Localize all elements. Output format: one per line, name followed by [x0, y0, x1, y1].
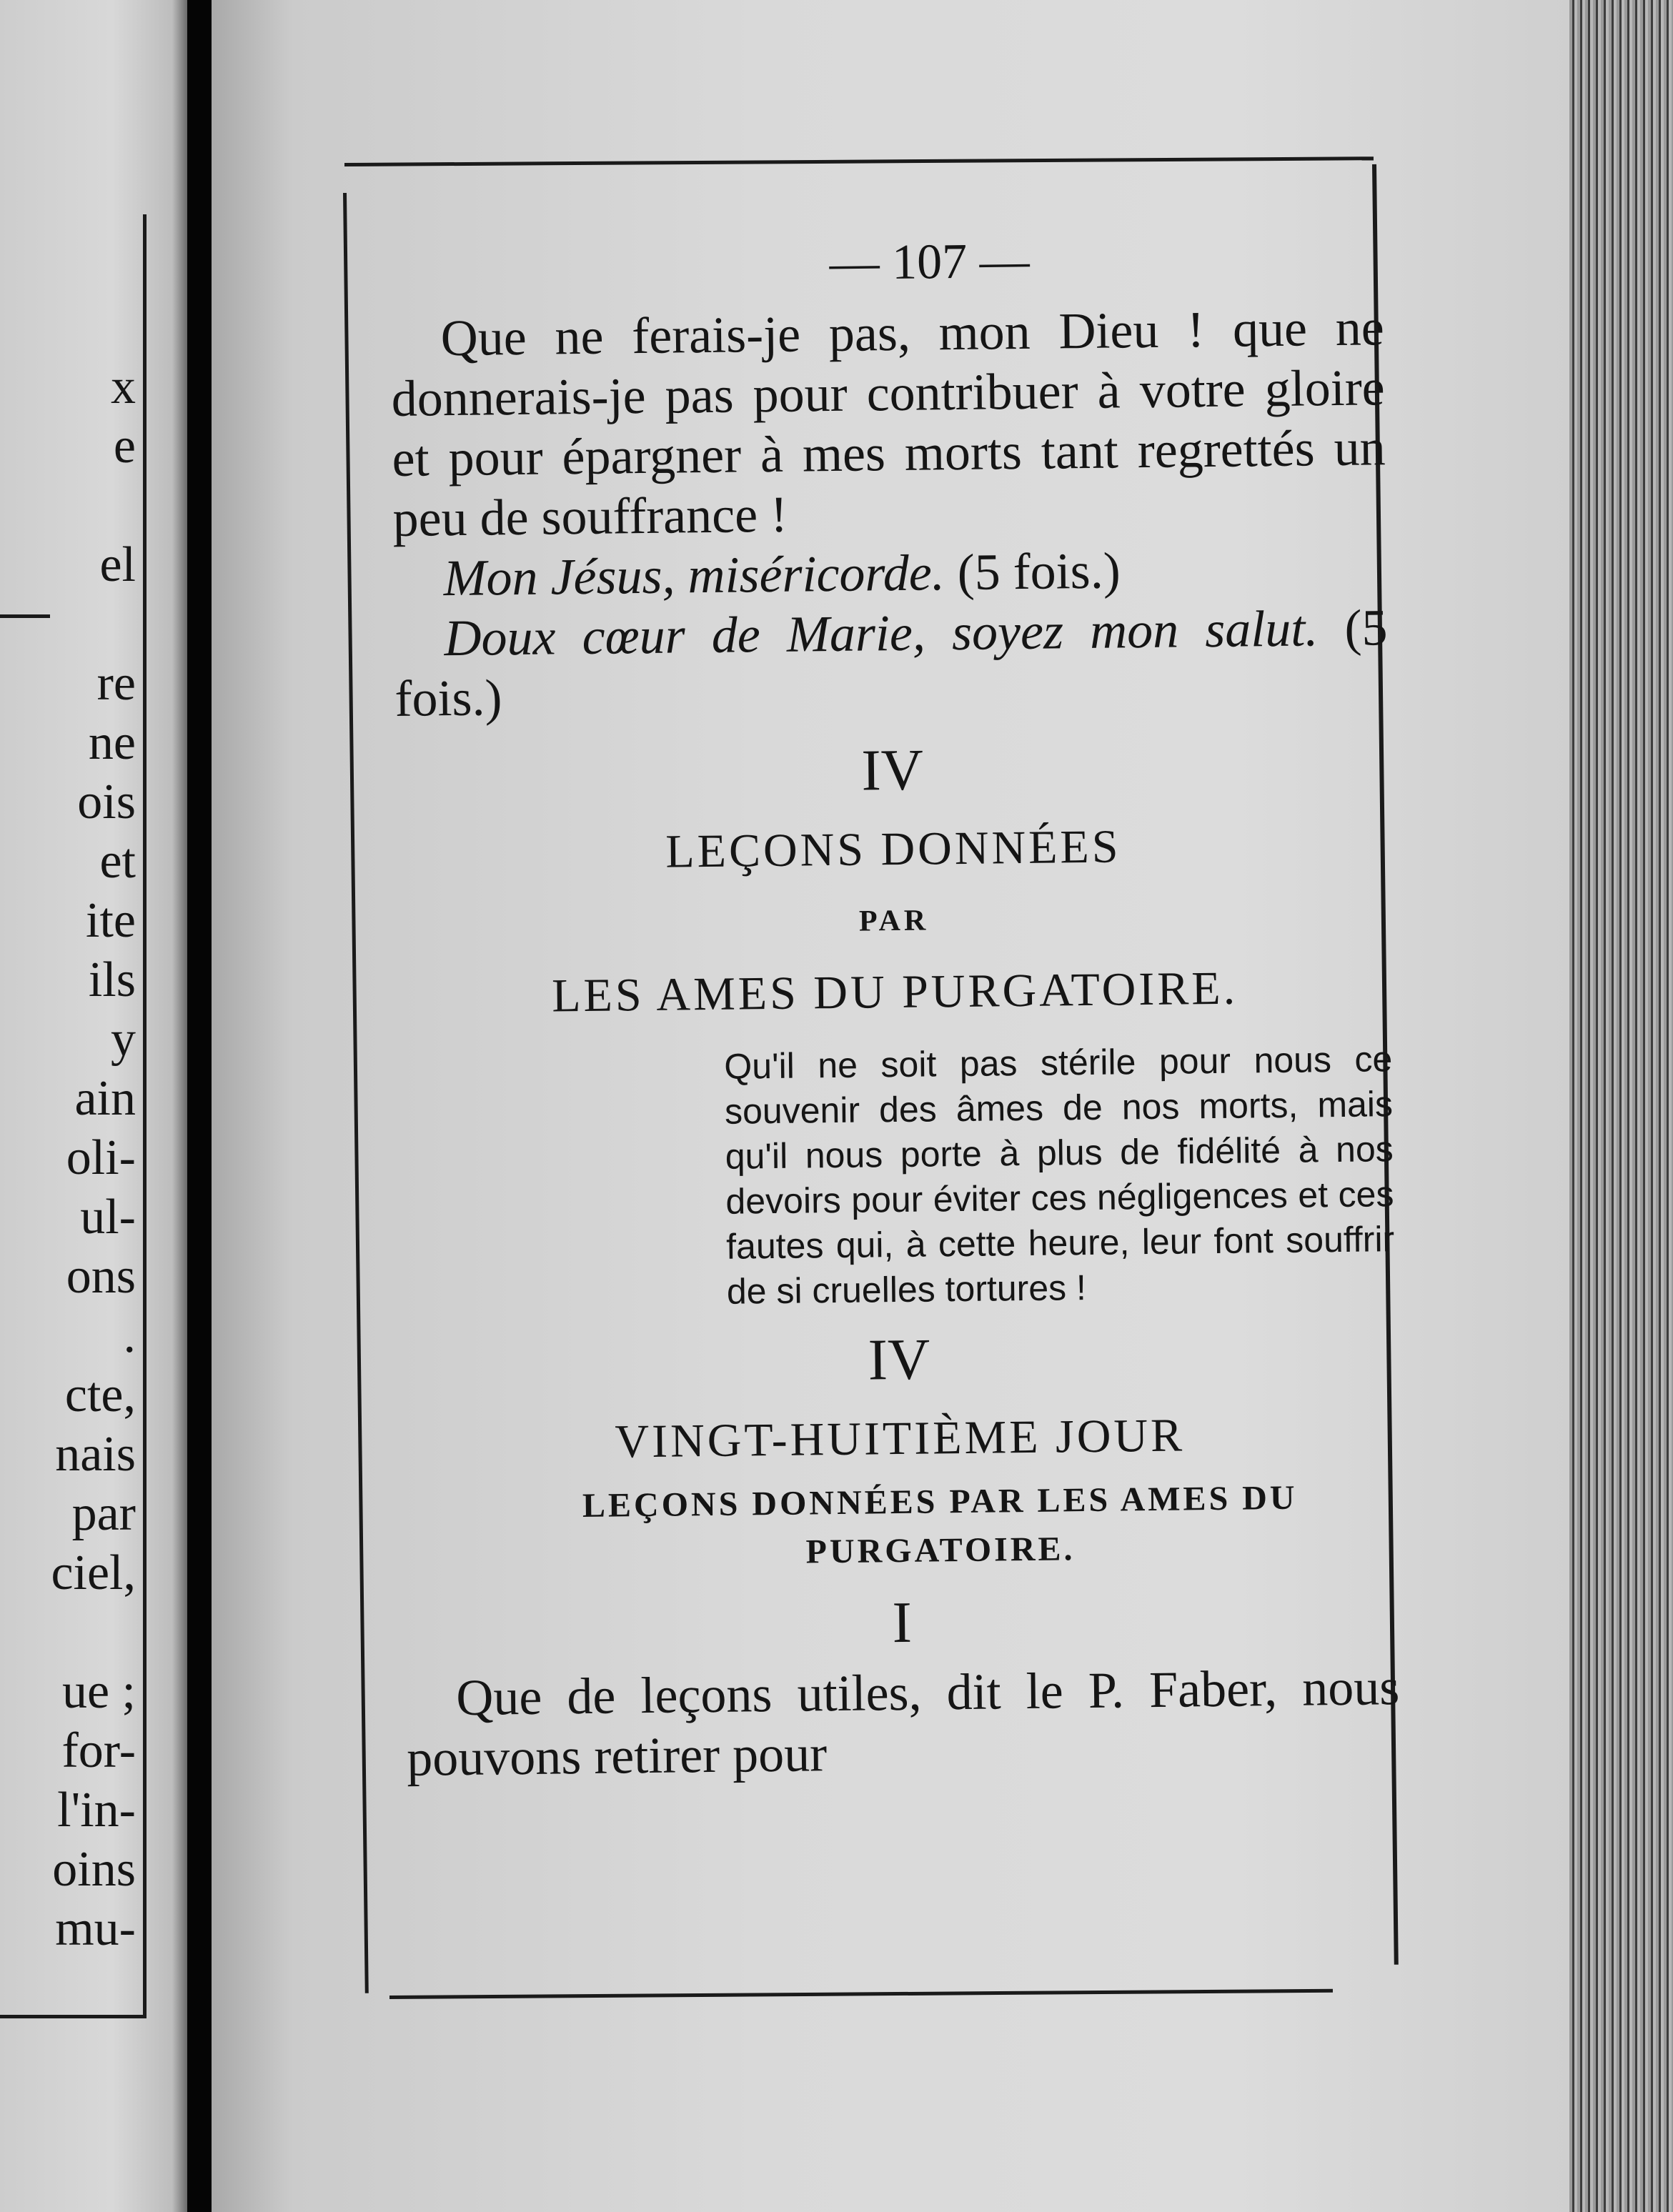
invocation-jesus	[393, 537, 1387, 609]
left-page-fragment: ne	[88, 715, 136, 770]
left-page-fragment: ons	[66, 1249, 136, 1304]
left-page-fragment: y	[111, 1012, 136, 1067]
day-subtitle: LEÇONS DONNÉES PAR LES AMES DU PURGATOIRE.	[582, 1478, 1298, 1571]
left-page-fragment: .	[123, 1308, 136, 1363]
left-page-fragment	[0, 594, 136, 654]
left-page-fragment: mu-	[55, 1901, 136, 1956]
section-number: IV	[860, 737, 924, 803]
invocation-marie-text: Doux cœur de Marie, soyez mon salut.	[444, 599, 1319, 667]
left-page-fragment	[0, 1603, 136, 1662]
left-page-fragment: nais	[55, 1427, 136, 1482]
heading-lecons: LEÇONS DONNÉES	[665, 820, 1121, 878]
left-page-fragment: l'in-	[57, 1783, 136, 1838]
page-content	[389, 217, 1401, 1788]
left-page-fragment: ils	[88, 952, 136, 1007]
left-page-fragment: et	[99, 834, 136, 889]
left-page-fragment: oli-	[66, 1130, 136, 1185]
left-page-fragment: ois	[77, 774, 136, 830]
left-page-fragment: cte,	[64, 1367, 136, 1423]
paragraph-faber: Que de leçons utiles, dit le P. Faber, nous pouvons retirer pour	[406, 1658, 1400, 1787]
left-page-fragment: oins	[52, 1842, 136, 1897]
left-page-fragment: ul-	[80, 1190, 136, 1245]
page-number: — 107 —	[829, 233, 1031, 292]
heading-par: PAR	[858, 904, 930, 938]
left-page-fragment: e	[113, 419, 136, 474]
book-gutter	[187, 0, 212, 2212]
resolution-quote: Qu'il ne soit pas stérile pour nous ce souvenir des âmes de nos morts, mais qu'il nous porte à plus de fidélité à nos devoirs pour éviter ces négligences et ces fautes qui, à cette heure, leur font souffrir de si cruelles tortures !	[724, 1039, 1395, 1312]
heading-ames-purgatoire: LES AMES DU PURGATOIRE.	[551, 962, 1238, 1022]
invocation-jesus-text: Mon Jésus, miséricorde.	[443, 544, 945, 607]
page-edges	[1569, 0, 1673, 2212]
left-page-fragment: ue ;	[61, 1664, 136, 1719]
left-page	[0, 0, 187, 2212]
left-page-text-fragments	[0, 357, 136, 1958]
left-page-fragment	[0, 476, 136, 535]
paragraph-prayer: Que ne ferais-je pas, mon Dieu ! que ne donnerais-je pas pour contribuer à votre gloire et pour épargner à mes morts tant regrettés un peu de souffrance !	[391, 299, 1386, 547]
left-page-fragment: re	[96, 656, 136, 711]
invocation-marie	[394, 597, 1389, 729]
left-page-fragment: x	[111, 359, 136, 414]
invocation-marie-count: (5 fois.)	[394, 599, 1388, 727]
left-page-fragment: ite	[86, 893, 136, 948]
section-number-day: IV	[868, 1326, 930, 1393]
left-page-fragment: el	[99, 537, 136, 592]
left-page-fragment: par	[71, 1486, 136, 1541]
left-page-fragment: for-	[61, 1723, 136, 1778]
left-page-fragment: ciel,	[51, 1545, 136, 1600]
left-page-fragment: ain	[74, 1071, 136, 1126]
subsection-number: I	[892, 1589, 913, 1655]
invocation-jesus-count: (5 fois.)	[957, 542, 1121, 602]
day-title: VINGT-HUITIÈME JOUR	[615, 1409, 1186, 1468]
